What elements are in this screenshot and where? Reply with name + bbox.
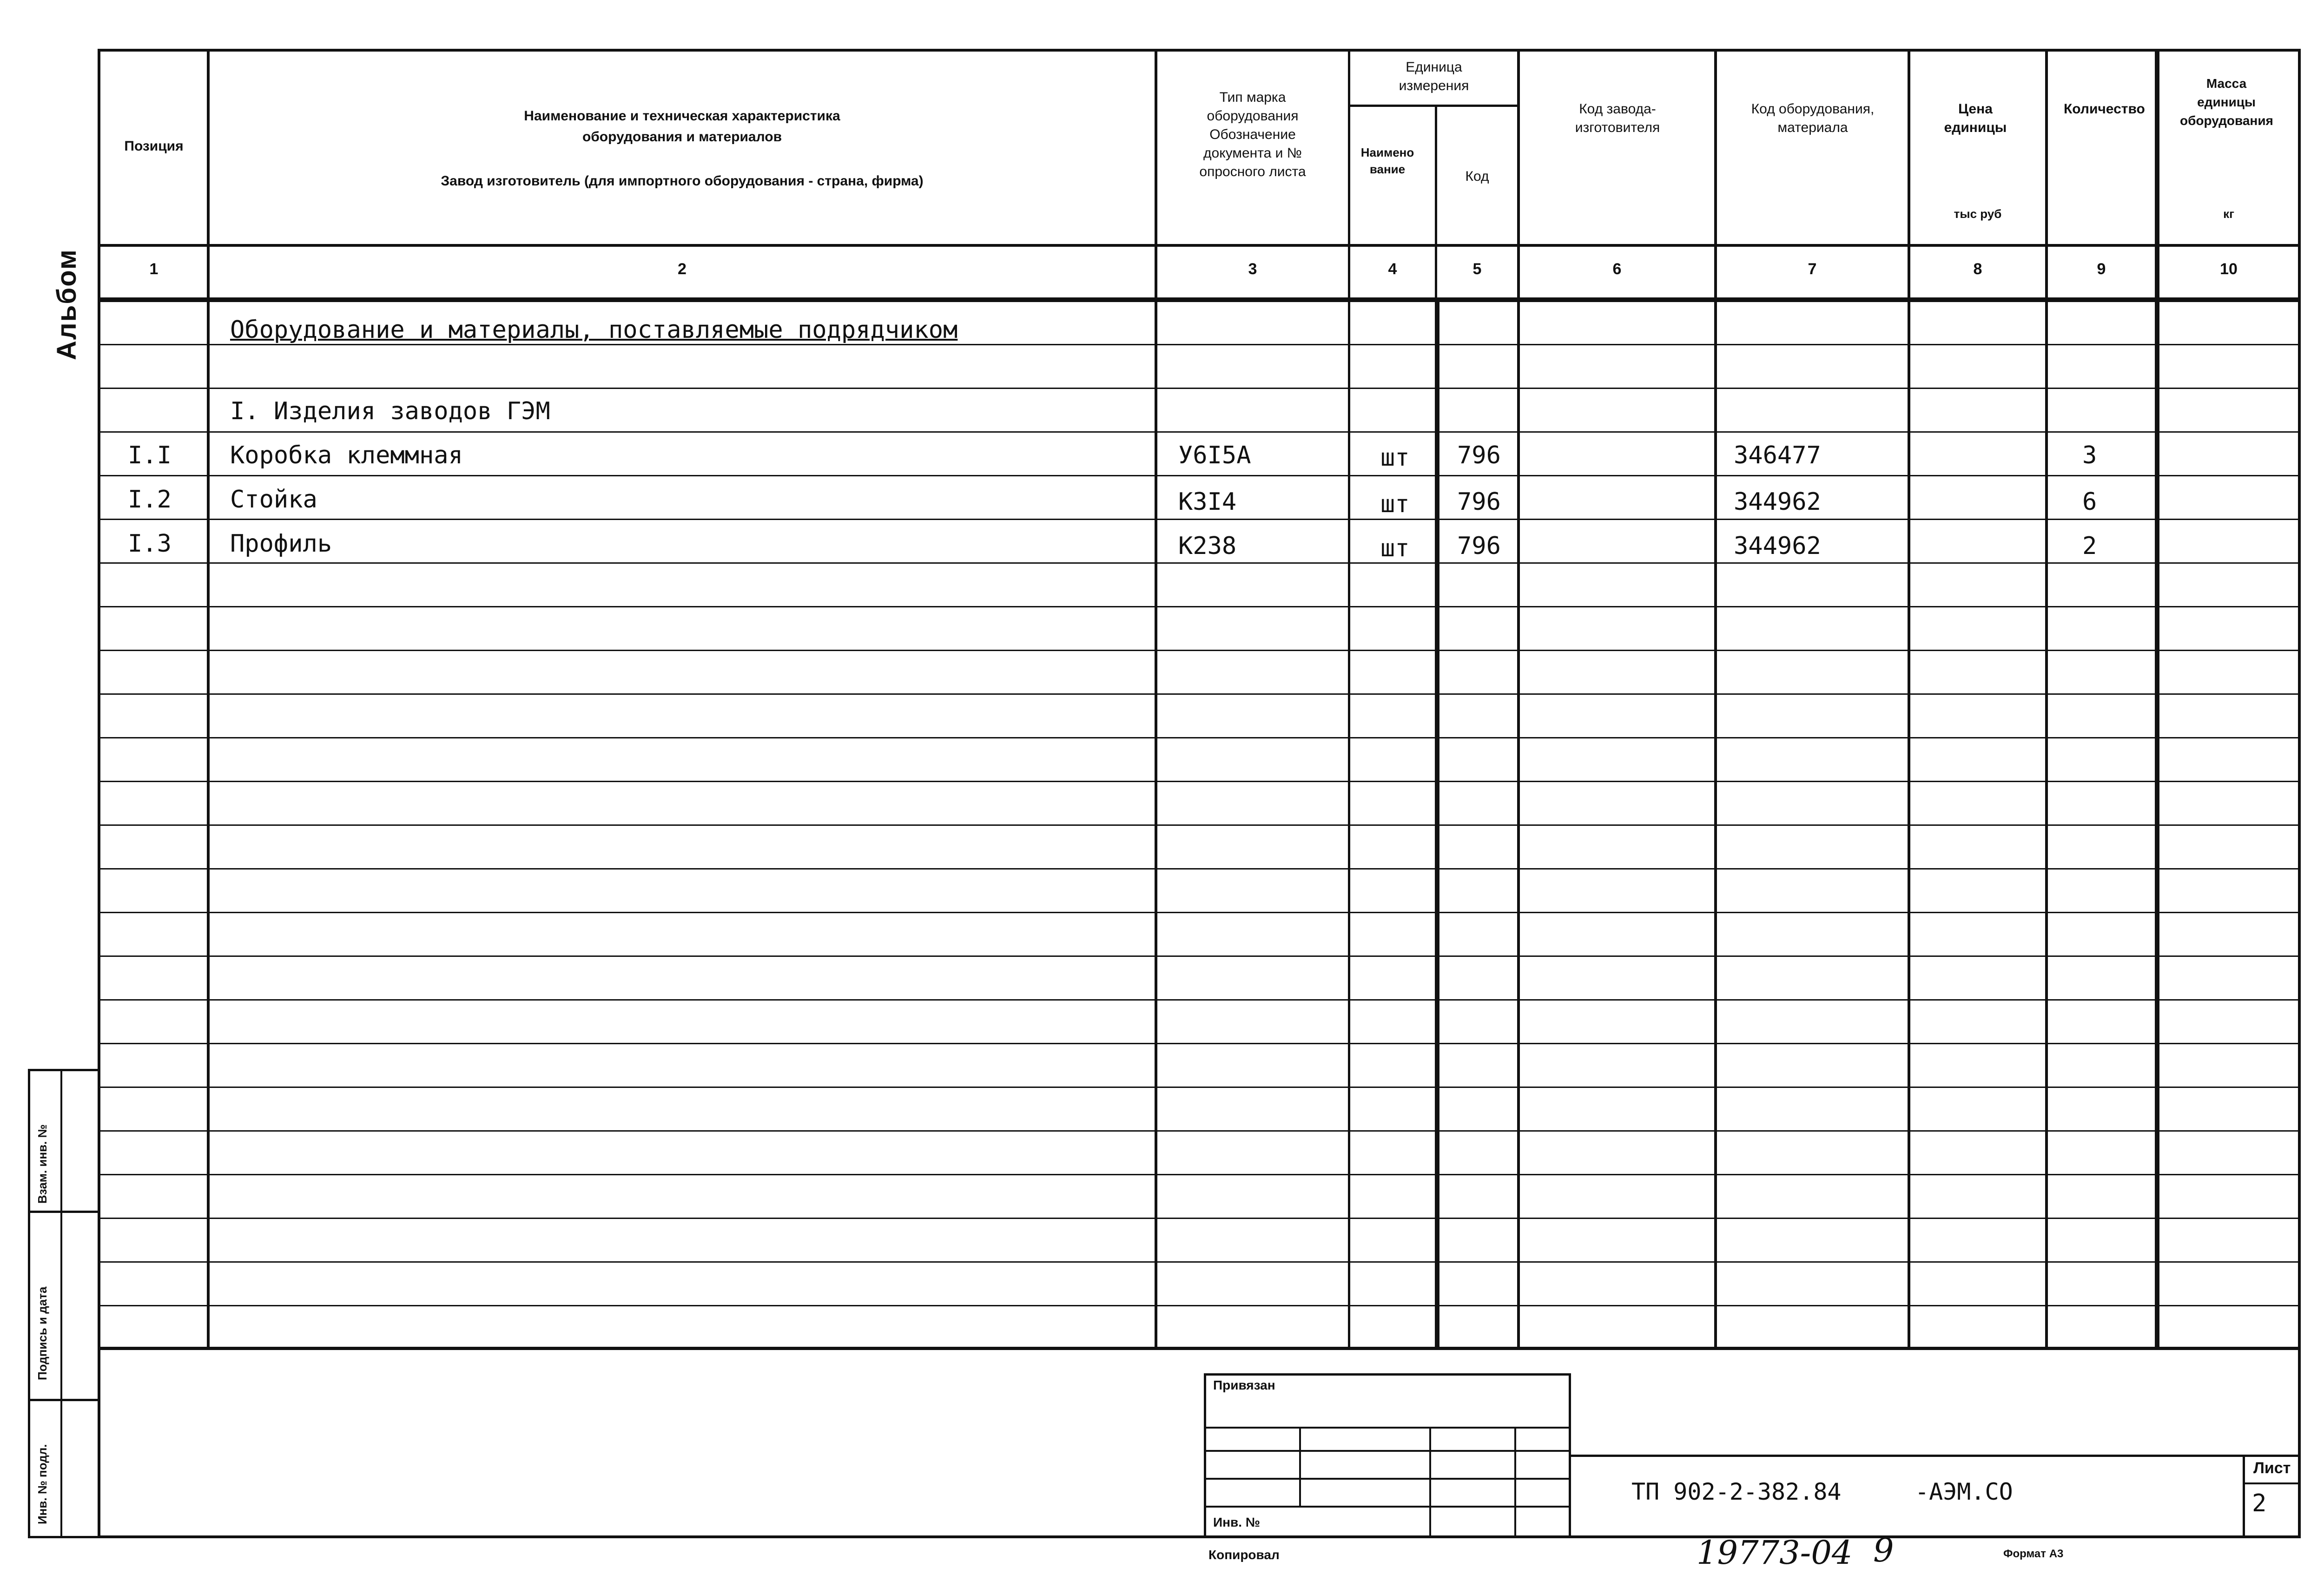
row-rule (98, 562, 2301, 564)
header-price-unit: тыс руб (1954, 207, 2002, 221)
header-name-line1: Наименование и техническая характеристика (524, 108, 840, 124)
album-label: Альбом (52, 249, 82, 360)
header-type: Тип марка оборудования Обозначение документа и № опросного листа (1199, 90, 1306, 179)
frame-top (98, 49, 2301, 52)
side-strip-border (28, 1069, 30, 1538)
frame-bottom (98, 1535, 2301, 1538)
row-1-code: 796 (1457, 441, 1501, 469)
row-3-code: 796 (1457, 532, 1501, 560)
row-rule (98, 955, 2301, 957)
header-quantity: Количество (2064, 101, 2145, 117)
kopiroval-label: Копировал (1208, 1548, 1280, 1562)
sheet-box-line (2243, 1482, 2301, 1484)
document-code: ТП 902-2-382.84 (1631, 1478, 1842, 1505)
header-bottom-line (98, 244, 2301, 247)
row-rule (98, 1305, 2301, 1306)
header-unit-group: Единица измерения (1399, 59, 1469, 93)
row-rule (98, 1130, 2301, 1132)
row-rule (98, 1218, 2301, 1219)
table-bottom-line (98, 1347, 2301, 1350)
row-rule (98, 1174, 2301, 1175)
row-3-type: К238 (1178, 532, 1237, 560)
row-1-qty: 3 (2082, 441, 2097, 469)
sheet-box-left (2243, 1455, 2245, 1538)
handwritten-page: 9 (1873, 1531, 1894, 1569)
row-rule (98, 344, 2301, 345)
row-3-position: I.3 (128, 530, 172, 558)
row-2-qty: 6 (2082, 488, 2097, 516)
side-strip-divider (60, 1069, 62, 1538)
colnum-7: 7 (1808, 260, 1817, 278)
side-strip-line (28, 1069, 98, 1071)
colnum-10: 10 (2220, 260, 2238, 278)
row-rule (98, 693, 2301, 695)
row-1-unit: шт (1380, 444, 1410, 472)
header-manufacturer-code: Код завода-изготовителя (1575, 101, 1660, 135)
row-2-position: I.2 (128, 486, 172, 514)
row-rule (98, 431, 2301, 433)
row-rule (98, 868, 2301, 870)
row-3-name: Профиль (230, 530, 332, 558)
col-line-bold (1435, 297, 1439, 1350)
header-equipment-code: Код оборудования, материала (1751, 101, 1875, 135)
header-mass-unit: кг (2223, 207, 2234, 221)
sheet-number: 2 (2252, 1489, 2267, 1517)
row-rule (98, 519, 2301, 520)
colnum-3: 3 (1248, 260, 1257, 278)
privyazan-label: Привязан (1213, 1378, 1275, 1392)
colnum-1: 1 (149, 260, 158, 278)
row-rule (98, 912, 2301, 913)
row-2-unit: шт (1380, 490, 1410, 518)
row-rule (98, 824, 2301, 826)
colnum-2: 2 (678, 260, 687, 278)
row-3-eq-code: 344962 (1734, 532, 1821, 560)
document-suffix: -АЭМ.СО (1915, 1478, 2013, 1505)
subsection-title: I. Изделия заводов ГЭМ (230, 397, 550, 425)
row-2-eq-code: 344962 (1734, 488, 1821, 516)
row-1-eq-code: 346477 (1734, 441, 1821, 469)
row-2-code: 796 (1457, 488, 1501, 516)
row-1-name: Коробка клеммная (230, 441, 463, 469)
podpis-data-label: Подпись и дата (35, 1286, 49, 1380)
row-rule (98, 606, 2301, 607)
colnum-5: 5 (1472, 260, 1482, 278)
stamp-vline (1299, 1427, 1301, 1506)
header-price: Цена единицы (1944, 101, 2007, 135)
colnum-9: 9 (2097, 260, 2106, 278)
inv-podl-label: Инв. № подл. (35, 1444, 49, 1524)
row-rule (98, 1087, 2301, 1088)
colnum-8: 8 (1973, 260, 1982, 278)
row-rule (98, 1043, 2301, 1044)
row-rule (98, 475, 2301, 476)
row-rule (98, 737, 2301, 738)
row-rule (98, 388, 2301, 389)
inv-no-label: Инв. № (1213, 1515, 1261, 1529)
row-3-unit: шт (1380, 534, 1410, 562)
colnum-6: 6 (1612, 260, 1622, 278)
header-unit-name: Наименование (1360, 145, 1414, 176)
section-title: Оборудование и материалы, поставляемые подрядчиком (230, 316, 958, 344)
side-strip-line (28, 1536, 98, 1538)
format-label: Формат А3 (2003, 1548, 2064, 1560)
colnum-bottom-line (98, 297, 2301, 302)
sheet-label: Лист (2253, 1459, 2291, 1477)
side-strip-line (28, 1399, 98, 1401)
row-rule (98, 650, 2301, 651)
stamp-vline (1429, 1427, 1431, 1538)
row-3-qty: 2 (2082, 532, 2097, 560)
vzam-inv-label: Взам. инв. № (35, 1124, 49, 1204)
header-manufacturer: Завод изготовитель (для импортного оборудования - страна, фирма) (441, 173, 924, 189)
row-1-type: У6I5А (1178, 441, 1251, 469)
row-2-type: К3I4 (1178, 488, 1237, 516)
header-name-line2: оборудования и материалов (582, 129, 782, 145)
unit-group-line (1348, 105, 1520, 107)
row-rule (98, 781, 2301, 782)
row-1-position: I.I (128, 441, 172, 469)
header-unit-code: Код (1465, 169, 1489, 184)
row-rule (98, 999, 2301, 1001)
stamp-vline (1514, 1427, 1516, 1538)
colnum-4: 4 (1388, 260, 1397, 278)
header-position: Позиция (124, 138, 184, 154)
frame-right (2298, 49, 2301, 1538)
header-mass: Масса единицы оборудования (2180, 76, 2273, 128)
doc-code-top-line (1571, 1455, 2301, 1457)
row-rule (98, 1261, 2301, 1263)
handwritten-number: 19773-04 (1697, 1534, 1853, 1572)
side-strip-line (28, 1211, 98, 1213)
row-2-name: Стойка (230, 486, 317, 514)
